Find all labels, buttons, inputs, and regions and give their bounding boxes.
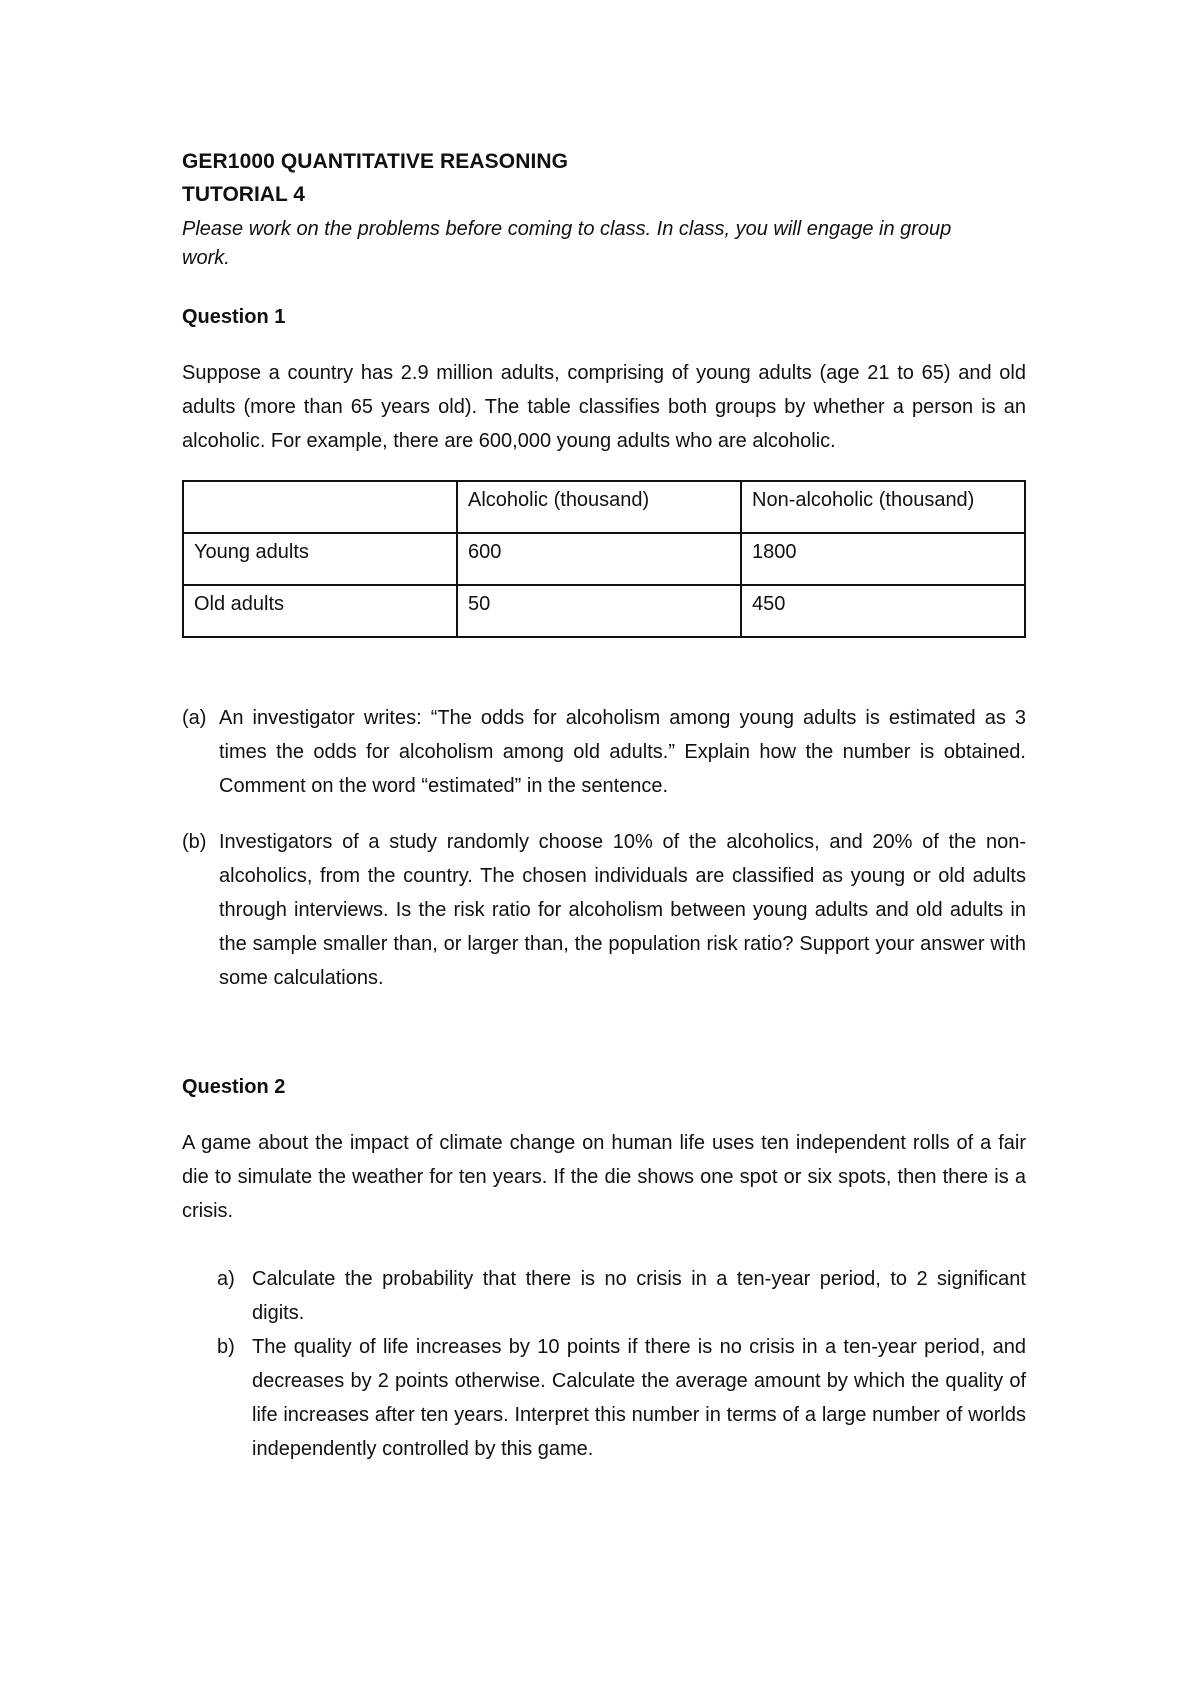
list-item-text: Investigators of a study randomly choose 10% of the alcoholics, and 20% of the non-alcoholics, from the country. The chosen individuals are classified as young or old adults through interviews. Is the risk ratio for alcoholism between young adults and old adults in the sample smaller than, or larger than, the population risk ratio? Support your answer with some calculations. [219, 831, 1026, 989]
question-1-parts [182, 825, 1026, 995]
table-header-cell [183, 481, 457, 533]
table-row [183, 533, 1025, 585]
table-cell: Young adults [183, 533, 457, 585]
table-cell: 600 [457, 533, 741, 585]
table-row [183, 585, 1025, 637]
list-item [182, 1330, 1026, 1466]
list-item-text: An investigator writes: “The odds for alcoholism among young adults is estimated as 3 times the odds for alcoholism among old adults.” Explain how the number is obtained. Comment on the word “estimated” in the sentence. [219, 707, 1026, 797]
question-2-heading: Question 2 [182, 1076, 286, 1098]
question-2-body: A game about the impact of climate change on human life uses ten independent rolls of a fair die to simulate the weather for ten years. If the die shows one spot or six spots, then there is a crisis. [182, 1132, 1026, 1222]
instructions-text: Please work on the problems before coming to class. In class, you will engage in group work. [182, 218, 952, 269]
alcoholism-table [182, 480, 1026, 638]
table-cell: 50 [457, 585, 741, 637]
list-item-marker: b) [217, 1336, 235, 1358]
list-item-marker: a) [217, 1268, 235, 1290]
document-title: GER1000 QUANTITATIVE REASONING [182, 150, 569, 173]
list-item-text: The quality of life increases by 10 points if there is no crisis in a ten-year period, and decreases by 2 points otherwise. Calculate the average amount by which the quality of life increases after ten years. Interpret this number in terms of a large number of worlds independently controlled by this game. [252, 1336, 1026, 1460]
table-cell: Old adults [183, 585, 457, 637]
table-header-cell: Non-alcoholic (thousand) [741, 481, 1025, 533]
question-1-heading: Question 1 [182, 306, 286, 328]
question-1-parts [182, 701, 1026, 803]
table-header-row [183, 481, 1025, 533]
table-header-cell: Alcoholic (thousand) [457, 481, 741, 533]
question-1-body: Suppose a country has 2.9 million adults, comprising of young adults (age 21 to 65) and old adults (more than 65 years old). The table classifies both groups by whether a person is an alcoholic. For example, there are 600,000 young adults who are alcoholic. [182, 362, 1026, 452]
tutorial-subtitle: TUTORIAL 4 [182, 183, 305, 206]
table-cell: 1800 [741, 533, 1025, 585]
table-cell: 450 [741, 585, 1025, 637]
list-item-text: Calculate the probability that there is no crisis in a ten-year period, to 2 significant digits. [252, 1268, 1026, 1324]
list-item [182, 1262, 1026, 1330]
list-item [182, 825, 1026, 995]
list-item-marker: (b) [182, 831, 207, 853]
list-item-marker: (a) [182, 707, 207, 729]
list-item [182, 701, 1026, 803]
question-2-parts [182, 1262, 1026, 1466]
